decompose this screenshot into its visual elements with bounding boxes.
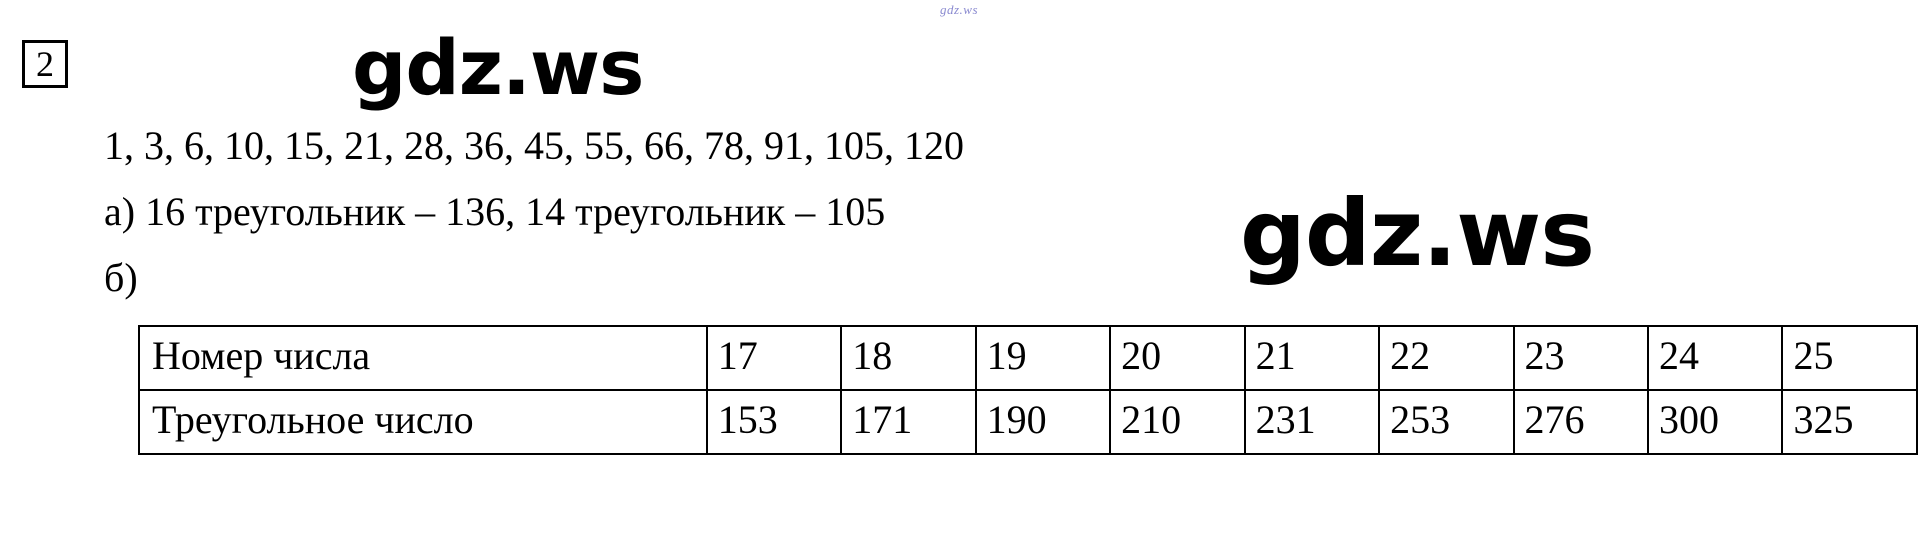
table-cell: 300 xyxy=(1648,390,1782,454)
row-label-triangular: Треугольное число xyxy=(139,390,707,454)
table-cell: 231 xyxy=(1245,390,1379,454)
answer-a-line: а) 16 треугольник – 136, 14 треугольник – 105 xyxy=(104,189,886,234)
table-cell: 20 xyxy=(1110,326,1244,390)
table-row xyxy=(139,326,1917,390)
triangular-numbers-table xyxy=(138,325,1918,455)
table-cell: 23 xyxy=(1514,326,1648,390)
table-cell: 253 xyxy=(1379,390,1513,454)
table-cell: 153 xyxy=(707,390,841,454)
table-cell: 18 xyxy=(841,326,975,390)
watermark-large-upper: gdz.ws xyxy=(352,23,644,112)
table-cell: 210 xyxy=(1110,390,1244,454)
table-cell: 21 xyxy=(1245,326,1379,390)
row-label-number: Номер числа xyxy=(139,326,707,390)
table-cell: 22 xyxy=(1379,326,1513,390)
table-cell: 25 xyxy=(1782,326,1917,390)
task-number-badge: 2 xyxy=(22,40,68,88)
answer-b-label: б) xyxy=(104,255,138,300)
table-cell: 190 xyxy=(976,390,1110,454)
table-cell: 325 xyxy=(1782,390,1917,454)
watermark-large-lower: gdz.ws xyxy=(1240,180,1594,287)
watermark-top: gdz.ws xyxy=(939,2,979,17)
table-cell: 24 xyxy=(1648,326,1782,390)
sequence-line: 1, 3, 6, 10, 15, 21, 28, 36, 45, 55, 66, 78, 91, 105, 120 xyxy=(104,123,964,168)
table-cell: 19 xyxy=(976,326,1110,390)
table-cell: 276 xyxy=(1514,390,1648,454)
table-cell: 17 xyxy=(707,326,841,390)
table-cell: 171 xyxy=(841,390,975,454)
table-row xyxy=(139,390,1917,454)
